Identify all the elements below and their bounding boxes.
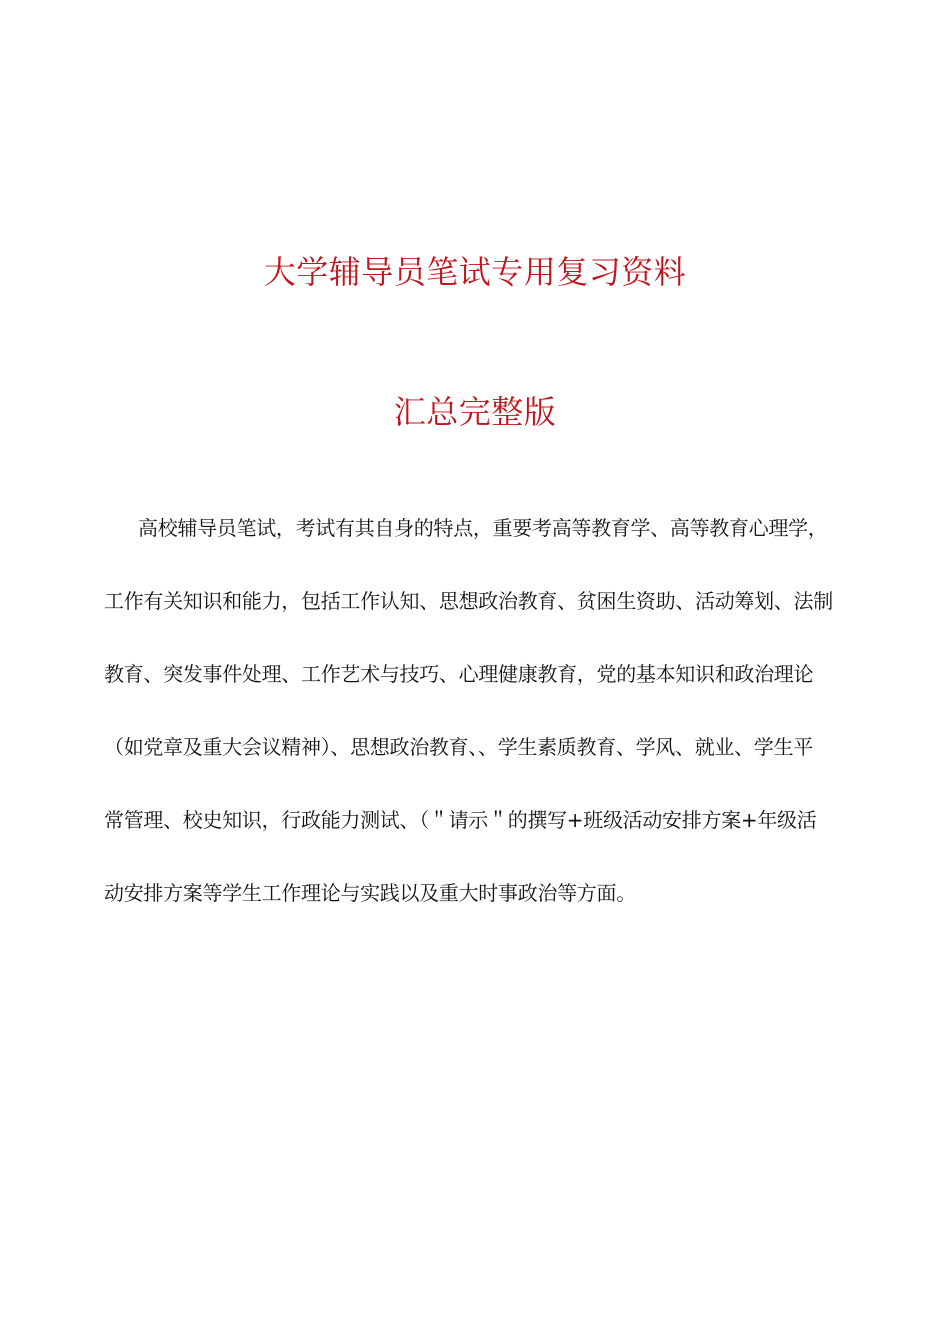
- document-title: 大学辅导员笔试专用复习资料: [263, 253, 687, 291]
- paragraph-line: 工作有关知识和能力，包括工作认知、思想政治教育、贫困生资助、活动筹划、法制: [104, 589, 833, 613]
- document-subtitle: 汇总完整版: [393, 393, 557, 431]
- paragraph-line: 动安排方案等学生工作理论与实践以及重大时事政治等方面。: [104, 881, 636, 905]
- paragraph-line: 教育、突发事件处理、工作艺术与技巧、心理健康教育，党的基本知识和政治理论: [104, 662, 814, 686]
- intro-paragraph: [104, 508, 860, 946]
- paragraph-line: （如党章及重大会议精神）、思想政治教育、、学生素质教育、学风、就业、学生平: [104, 735, 813, 759]
- paragraph-line: 常管理、校史知识，行政能力测试、（＂请示＂的撰写+班级活动安排方案+年级活: [104, 808, 817, 832]
- paragraph-line: 高校辅导员笔试，考试有其自身的特点，重要考高等教育学、高等教育心理学，: [138, 516, 828, 540]
